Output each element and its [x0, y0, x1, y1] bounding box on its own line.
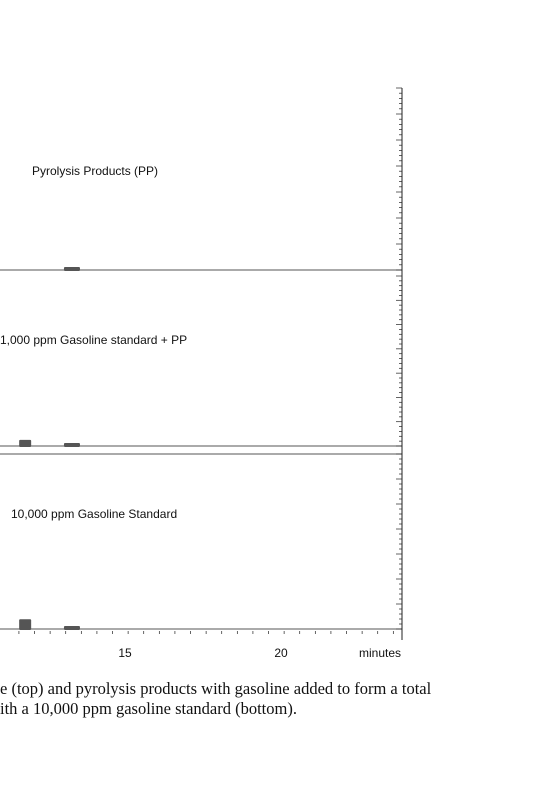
panel-1: [0, 164, 402, 271]
peak-cluster: [64, 267, 80, 271]
peak-cluster: [64, 626, 80, 630]
x-unit-label: minutes: [358, 646, 402, 660]
panel-label: Pyrolysis Products (PP): [32, 164, 159, 178]
panel-2: [0, 333, 402, 447]
peak-cluster: [19, 440, 31, 447]
panel-label: 10,000 ppm Gasoline Standard: [11, 507, 178, 521]
x-axis: [19, 631, 401, 660]
peak-cluster: [64, 443, 80, 447]
x-tick-label: 20: [274, 646, 288, 660]
right-axis: [396, 88, 402, 640]
figure-caption: [0, 679, 557, 719]
caption-line-1: e (top) and pyrolysis products with gasoline added to form a total: [0, 679, 432, 698]
panels: [0, 164, 402, 630]
panel-label: 1,000 ppm Gasoline standard + PP: [0, 333, 188, 347]
panel-3: [0, 507, 402, 630]
caption-line-2: ith a 10,000 ppm gasoline standard (bottom).: [0, 699, 297, 718]
peak-cluster: [19, 619, 31, 630]
x-tick-label: 15: [118, 646, 132, 660]
